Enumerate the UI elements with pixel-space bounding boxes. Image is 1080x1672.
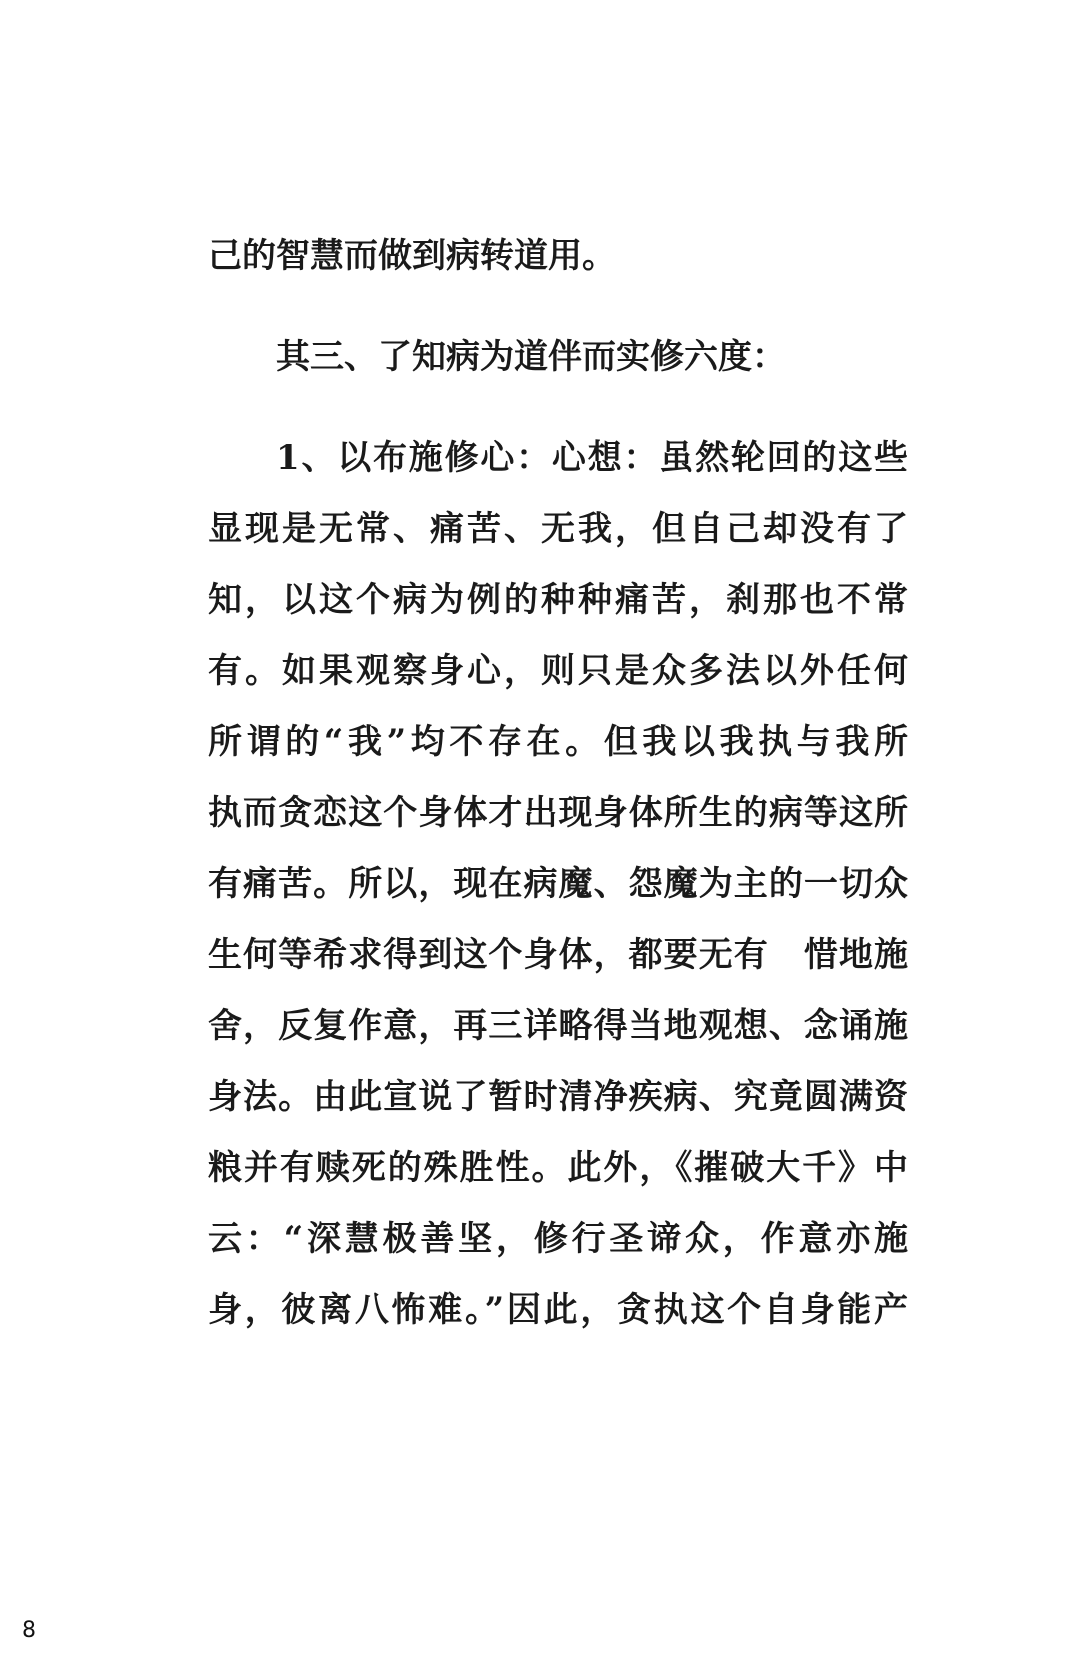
text-line: 云：“深慧极善坚，修行圣谛众，作意亦施 xyxy=(208,1219,908,1259)
section-heading: 其三、了知病为道伴而实修六度： xyxy=(276,337,786,377)
text-line: 身法。由此宣说了暂时清净疾病、究竟圆满资 xyxy=(208,1077,908,1117)
text-line: 显现是无常、痛苦、无我，但自己却没有了 xyxy=(208,509,908,549)
text-line: 己的智慧而做到病转道用。 xyxy=(208,236,616,276)
text-line: 所谓的“我”均不存在。但我以我执与我所 xyxy=(208,722,908,762)
text-line: 执而贪恋这个身体才出现身体所生的病等这所 xyxy=(208,793,908,833)
text-line: 有痛苦。所以，现在病魔、怨魔为主的一切众 xyxy=(208,864,908,904)
text-line: 有。如果观察身心，则只是众多法以外任何 xyxy=(208,651,908,691)
text-line: 知，以这个病为例的种种痛苦，刹那也不常 xyxy=(208,580,908,620)
text-line: 身，彼离八怖难。”因此，贪执这个自身能产 xyxy=(208,1290,908,1330)
text-line: 1、以布施修心：心想：虽然轮回的这些 xyxy=(276,438,908,478)
text-line: 生何等希求得到这个身体，都要无有 惜地施 xyxy=(208,935,908,975)
text-line: 粮并有赎死的殊胜性。此外，《摧破大千》中 xyxy=(208,1148,908,1188)
text-line: 舍，反复作意，再三详略得当地观想、念诵施 xyxy=(208,1006,908,1046)
page-number: 8 xyxy=(22,1618,36,1643)
